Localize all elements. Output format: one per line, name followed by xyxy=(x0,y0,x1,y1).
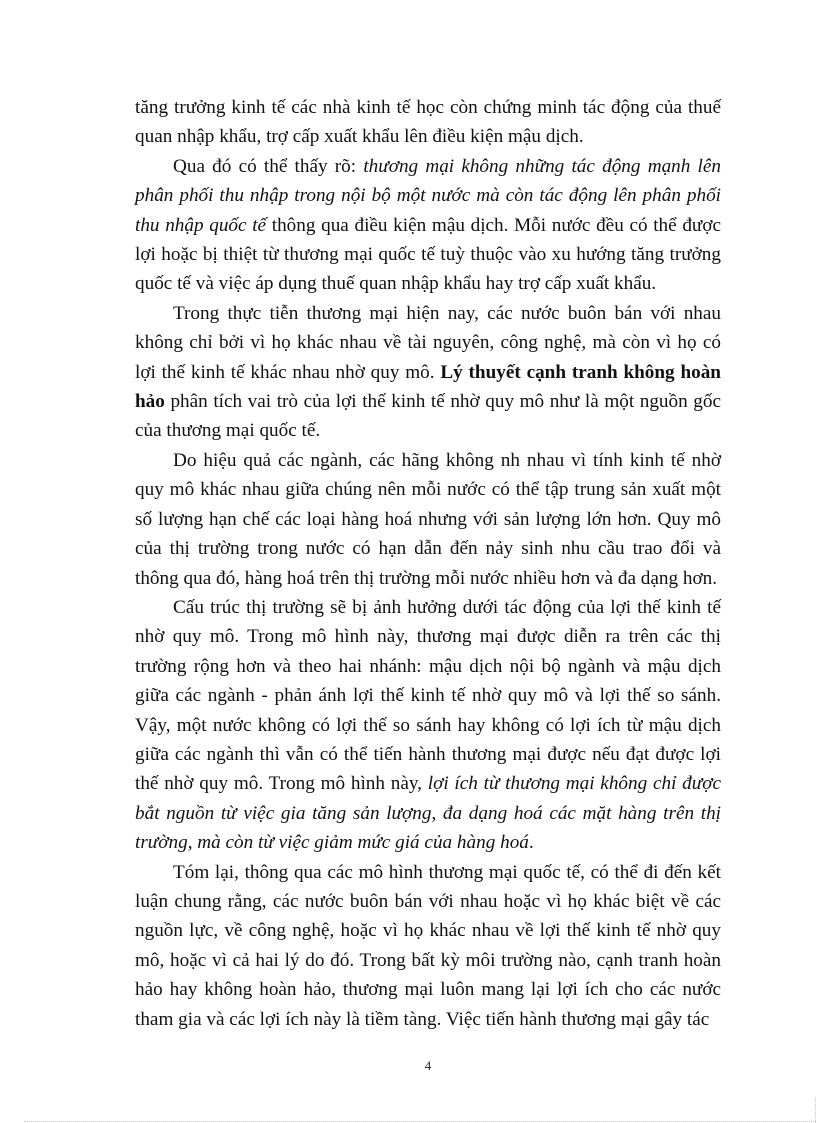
paragraph-text: phân tích vai trò của lợi thế kinh tế nhờ quy mô như là một nguồn gốc của thương mại quốc tế. xyxy=(135,391,721,442)
paragraph-text: Do hiệu quả các ngành, các hãng không nh nhau vì tính kinh tế nhờ quy mô khác nhau giữa chúng nên mỗi nước có thể tập trung sản xuất một số lượng hạn chế các loại hàng hoá nhưng với sản lượng lớn hơn. Quy mô của thị trường trong nước có hạn dẫn đến nảy sinh nhu cầu trao đổi và thông qua đó, hàng hoá trên thị trường mỗi nước nhiều hơn và đa dạng hơn. xyxy=(135,449,721,589)
paragraph-1 xyxy=(135,93,721,152)
page-bottom-border xyxy=(24,1121,816,1122)
bold-text: Lý thuyết cạnh tranh không hoàn hảo xyxy=(135,361,721,413)
paragraph-text: . xyxy=(528,832,534,854)
paragraph-3 xyxy=(135,299,721,446)
paragraph-6 xyxy=(135,858,721,1034)
italic-text: lợi ích từ thương mại không chỉ được bắt nguồn từ việc gia tăng sản lượng, đa dạng hoá các mặt hàng trên thị trường, mà còn từ việc giảm mức giá của hàng hoá xyxy=(135,773,721,854)
italic-text: thương mại không những tác động mạnh lên phân phối thu nhập trong nội bộ một nước mà còn tác động lên phân phối thu nhập quốc tế xyxy=(135,155,721,236)
paragraph-5 xyxy=(135,593,721,858)
paragraph-2 xyxy=(135,152,721,299)
paragraph-text: tăng trưởng kinh tế các nhà kinh tế học còn chứng minh tác động của thuế quan nhập khẩu, trợ cấp xuất khẩu lên điều kiện mậu dịch. xyxy=(135,97,721,148)
paragraph-4 xyxy=(135,446,721,593)
paragraph-text: thông qua điều kiện mậu dịch. Mỗi nước đều có thể được lợi hoặc bị thiệt từ thương mại quốc tế tuỳ thuộc vào xu hướng tăng trưởng quốc tế và việc áp dụng thuế quan nhập khẩu hay trợ cấp xuất khẩu. xyxy=(135,214,721,295)
paragraph-text: Qua đó có thể thấy rõ: xyxy=(173,155,364,177)
paragraph-text: Cấu trúc thị trường sẽ bị ảnh hưởng dưới tác động của lợi thế kinh tế nhờ quy mô. Trong mô hình này, thương mại được diễn ra trên các thị trường rộng hơn và theo hai nhánh: mậu dịch nội bộ ngành và mậu dịch giữa các ngành - phản ánh lợi thế kinh tế nhờ quy mô và lợi thế so sánh. Vậy, một nước không có lợi thế so sánh hay không có lợi ích từ mậu dịch giữa các ngành thì vẫn có thể tiến hành thương mại được nếu đạt được lợi thế nhờ quy mô. Trong mô hình này, xyxy=(135,596,721,795)
document-body xyxy=(135,93,721,1034)
paragraph-text: Trong thực tiễn thương mại hiện nay, các nước buôn bán với nhau không chỉ bởi vì họ khác nhau về tài nguyên, công nghệ, mà còn vì họ có lợi thế kinh tế khác nhau nhờ quy mô. xyxy=(135,302,721,383)
page-number: 4 xyxy=(424,1058,432,1073)
paragraph-text: Tóm lại, thông qua các mô hình thương mại quốc tế, có thể đi đến kết luận chung rằng, các nước buôn bán với nhau hoặc vì họ khác biệt về các nguồn lực, về công nghệ, hoặc vì họ khác nhau về lợi thế kinh tế nhờ quy mô, hoặc vì cả hai lý do đó. Trong bất kỳ môi trường nào, cạnh tranh hoàn hảo hay không hoàn hảo, thương mại luôn mang lại lợi ích cho các nước tham gia và các lợi ích này là tiềm tàng. Việc tiến hành thương mại gây tác xyxy=(135,861,721,1030)
